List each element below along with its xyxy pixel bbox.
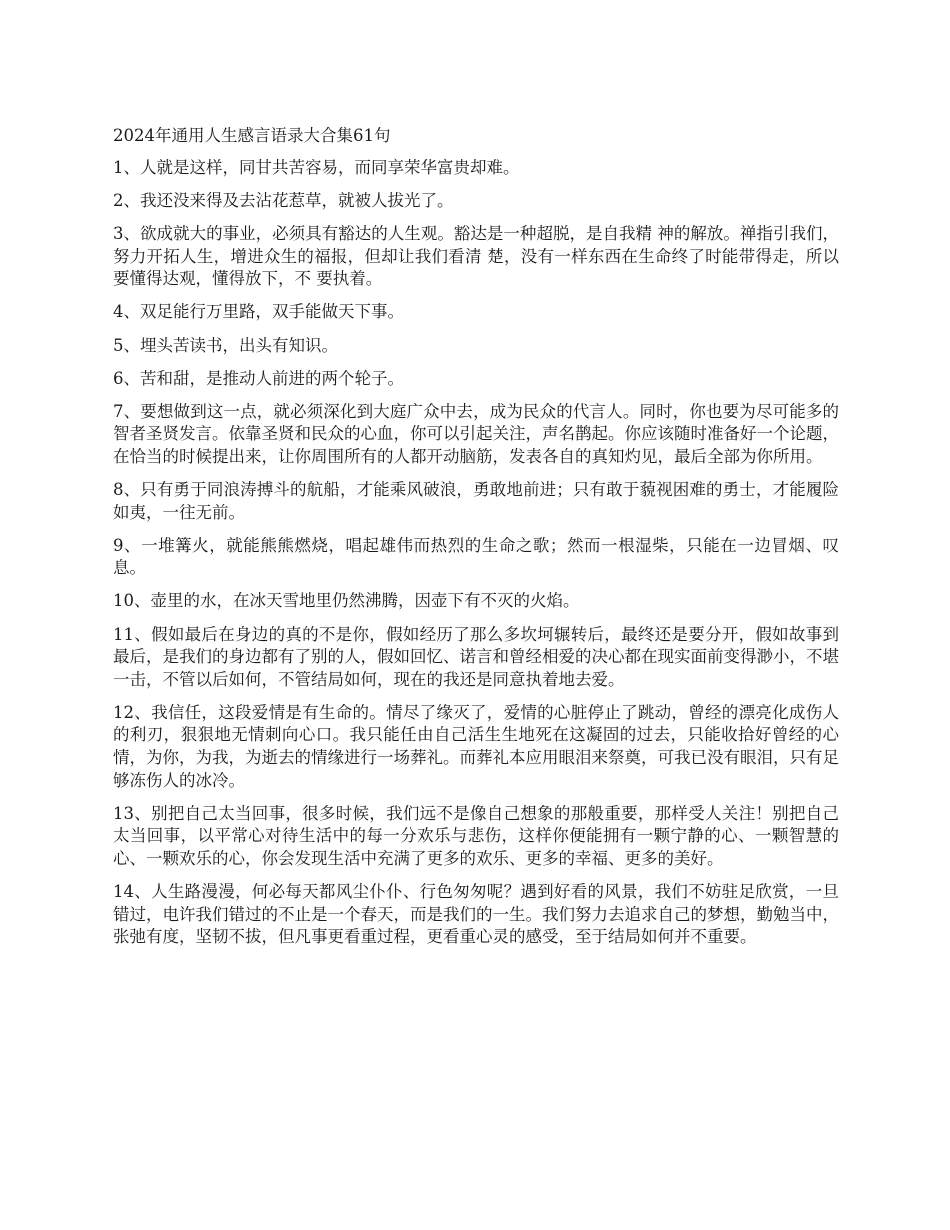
paragraph-7: 7、要想做到这一点，就必须深化到大庭广众中去，成为民众的代言人。同时，你也要为尽可能多的智者圣贤发言。依靠圣贤和民众的心血，你可以引起关注，声名鹊起。你应该随时准备好一个论题，在恰当的时候提出来，让你周围所有的人都开动脑筋，发表各自的真知灼见，最后全部为你所用。: [113, 401, 839, 466]
paragraph-13: 13、别把自己太当回事，很多时候，我们远不是像自己想象的那般重要，那样受人关注！别把自己太当回事，以平常心对待生活中的每一分欢乐与悲伤，这样你便能拥有一颗宁静的心、一颗智慧的心、一颗欢乐的心，你会发现生活中充满了更多的欢乐、更多的幸福、更多的美好。: [113, 803, 839, 868]
paragraph-1: 1、人就是这样，同甘共苦容易，而同享荣华富贵却难。: [113, 158, 520, 177]
paragraph-3: 3、欲成就大的事业，必须具有豁达的人生观。豁达是一种超脱，是自我精 神的解放。禅指引我们，努力开拓人生，增进众生的福报，但却让我们看清 楚，没有一样东西在生命终了时能带得走，所以要懂得达观，懂得放下，不 要执着。: [113, 224, 839, 289]
paragraph-9: 9、一堆篝火，就能熊熊燃烧，唱起雄伟而热烈的生命之歌；然而一根湿柴，只能在一边冒烟、叹息。: [113, 535, 839, 578]
document-title: 2024年通用人生感言语录大合集61句: [113, 126, 391, 145]
paragraph-10: 10、壶里的水，在冰天雪地里仍然沸腾，因壶下有不灭的火焰。: [113, 591, 580, 611]
paragraph-8: 8、只有勇于同浪涛搏斗的航船，才能乘风破浪，勇敢地前进；只有敢于藐视困难的勇士，才能履险如夷，一往无前。: [113, 480, 839, 522]
paragraph-5: 5、埋头苦读书，出头有知识。: [113, 335, 338, 355]
paragraph-14: 14、人生路漫漫，何必每天都风尘仆仆、行色匆匆呢？遇到好看的风景，我们不妨驻足欣赏，一旦错过，电许我们错过的不止是一个春天，而是我们的一生。我们努力去追求自己的梦想，勤勉当中，张弛有度，坚韧不拔，但凡事更看重过程，更看重心灵的感受，至于结局如何并不重要。: [113, 881, 839, 947]
paragraph-2: 2、我还没来得及去沾花惹草，就被人拔光了。: [113, 191, 454, 211]
document-page: [113, 124, 839, 959]
paragraph-12: 12、我信任，这段爱情是有生命的。情尽了缘灭了，爱情的心脏停止了跳动，曾经的漂亮化成伤人的利刃，狠狠地无情刺向心口。我只能任由自己活生生地死在这凝固的过去，只能收拾好曾经的心情，为你，为我，为逝去的情缘进行一场葬礼。而葬礼本应用眼泪来祭奠，可我已没有眼泪，只有足够冻伤人的冰冷。: [113, 702, 839, 790]
paragraph-11: 11、假如最后在身边的真的不是你，假如经历了那么多坎坷辗转后，最终还是要分开，假如故事到最后，是我们的身边都有了别的人，假如回忆、诺言和曾经相爱的决心都在现实面前变得渺小，不堪一击，不管以后如何，不管结局如何，现在的我还是同意执着地去爱。: [113, 624, 839, 689]
paragraph-4: 4、双足能行万里路，双手能做天下事。: [113, 302, 404, 322]
paragraph-6: 6、苦和甜，是推动人前进的两个轮子。: [113, 368, 404, 388]
